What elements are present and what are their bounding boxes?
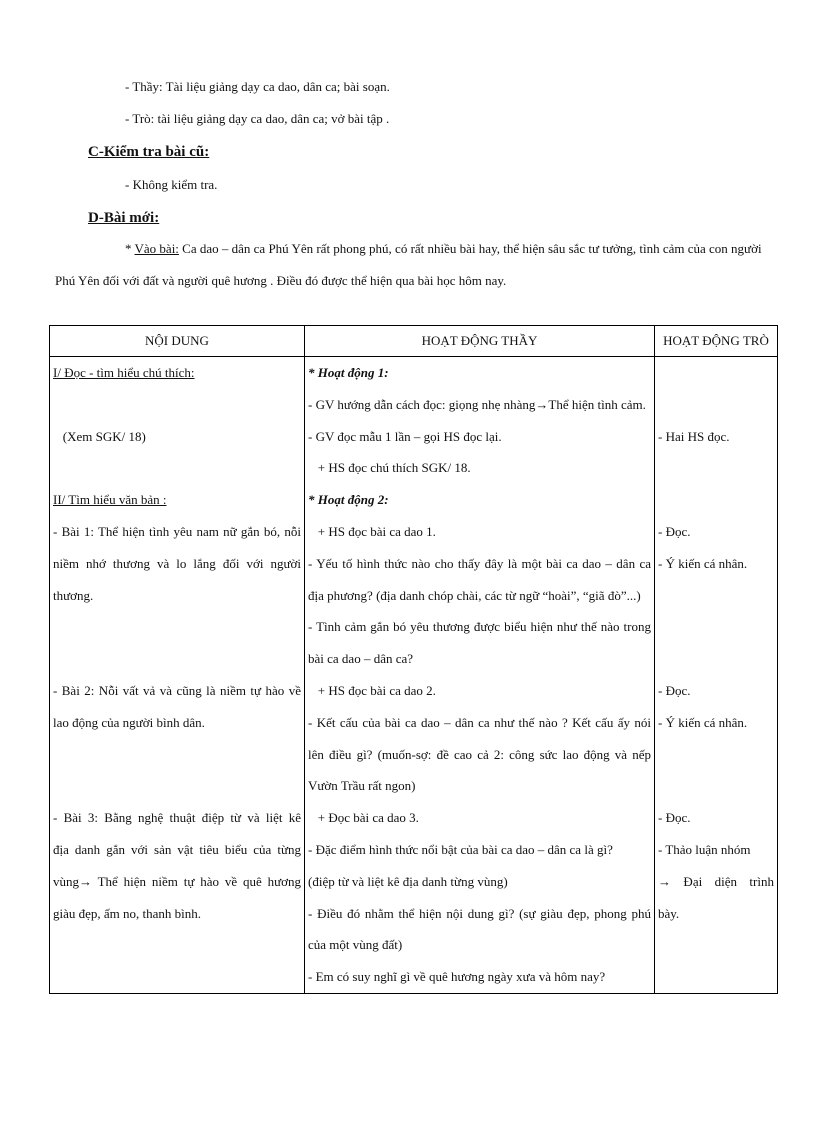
intro-star: * <box>125 241 135 256</box>
cell-hoat-dong-tro <box>655 357 778 389</box>
cell-hoat-dong-thay: + Đọc bài ca dao 3. <box>305 802 655 834</box>
table-row <box>50 357 778 389</box>
cell-hoat-dong-thay: - Kết cấu của bài ca dao – dân ca như thế nào ? Kết cấu ấy nói <box>305 707 655 739</box>
cell-hoat-dong-thay: - Tình cảm gắn bó yêu thương được biểu hiện như thế nào trong <box>305 611 655 643</box>
cell-noi-dung: lao động của người bình dân. <box>50 707 305 739</box>
cell-hoat-dong-tro <box>655 389 778 421</box>
cell-noi-dung: thương. <box>50 580 305 612</box>
cell-hoat-dong-thay: + HS đọc chú thích SGK/ 18. <box>305 452 655 484</box>
table-row <box>50 707 778 739</box>
cell-noi-dung <box>50 739 305 771</box>
cell-hoat-dong-thay: Vườn Trầu rất ngon) <box>305 770 655 802</box>
cell-hoat-dong-tro <box>655 929 778 961</box>
table-row <box>50 421 778 453</box>
table-row <box>50 866 778 898</box>
table-row <box>50 898 778 930</box>
table-row <box>50 643 778 675</box>
table-row <box>50 675 778 707</box>
cell-hoat-dong-tro: - Đọc. <box>655 516 778 548</box>
section-d-heading: D-Bài mới: <box>88 210 160 226</box>
cell-hoat-dong-tro <box>655 770 778 802</box>
cell-hoat-dong-tro: → Đại diện trình <box>655 866 778 898</box>
lesson-plan-table <box>49 325 778 994</box>
table-header-row <box>50 326 778 357</box>
table-row <box>50 961 778 993</box>
table-row <box>50 834 778 866</box>
table-row <box>50 802 778 834</box>
cell-hoat-dong-thay: lên điều gì? (muốn-sợ: đề cao cả 2: công sức lao động và nếp <box>305 739 655 771</box>
intro-paragraph-line-1 <box>125 241 762 257</box>
intro-text: Ca dao – dân ca Phú Yên rất phong phú, có rất nhiều bài hay, thể hiện sâu sắc tư tưởng, tình cảm của con người <box>178 241 762 256</box>
cell-hoat-dong-thay: - Điều đó nhằm thể hiện nội dung gì? (sự giàu đẹp, phong phú <box>305 898 655 930</box>
cell-noi-dung <box>50 452 305 484</box>
cell-hoat-dong-tro <box>655 484 778 516</box>
header-hoat-dong-thay: HOẠT ĐỘNG THẦY <box>305 326 655 357</box>
table-row <box>50 389 778 421</box>
cell-hoat-dong-thay: + HS đọc bài ca dao 1. <box>305 516 655 548</box>
table-row <box>50 739 778 771</box>
cell-noi-dung: - Bài 3: Bằng nghệ thuật điệp từ và liệt kê <box>50 802 305 834</box>
table-row <box>50 452 778 484</box>
intro-paragraph-line-2: Phú Yên đối với đất và người quê hương . Điều đó được thể hiện qua bài học hôm nay. <box>55 273 507 288</box>
header-hoat-dong-tro: HOẠT ĐỘNG TRÒ <box>655 326 778 357</box>
section-c-text: - Không kiểm tra. <box>125 177 218 192</box>
cell-hoat-dong-tro: - Hai HS đọc. <box>655 421 778 453</box>
table-row <box>50 611 778 643</box>
cell-hoat-dong-tro <box>655 452 778 484</box>
cell-hoat-dong-tro <box>655 739 778 771</box>
cell-noi-dung <box>50 929 305 961</box>
cell-hoat-dong-thay: - Em có suy nghĩ gì về quê hương ngày xưa và hôm nay? <box>305 961 655 993</box>
cell-noi-dung: niềm nhớ thương và lo lắng đối với người <box>50 548 305 580</box>
prep-student-line: - Trò: tài liệu giảng dạy ca dao, dân ca; vở bài tập . <box>125 111 390 126</box>
cell-hoat-dong-thay: - Yếu tố hình thức nào cho thấy đây là một bài ca dao – dân ca <box>305 548 655 580</box>
cell-noi-dung: - Bài 2: Nỗi vất vả và cũng là niềm tự hào về <box>50 675 305 707</box>
table-row <box>50 484 778 516</box>
cell-hoat-dong-thay: - Đặc điểm hình thức nổi bật của bài ca dao – dân ca là gì? <box>305 834 655 866</box>
cell-hoat-dong-thay: - GV hướng dẫn cách đọc: giọng nhẹ nhàng→Thể hiện tình cảm. <box>305 389 655 421</box>
cell-hoat-dong-tro <box>655 611 778 643</box>
cell-noi-dung <box>50 643 305 675</box>
cell-hoat-dong-thay: địa phương? (địa danh chóp chài, các từ ngữ “hoài”, “giã đò”...) <box>305 580 655 612</box>
table-row <box>50 580 778 612</box>
header-noi-dung: NỘI DUNG <box>50 326 305 357</box>
cell-hoat-dong-tro: bày. <box>655 898 778 930</box>
cell-hoat-dong-tro: - Ý kiến cá nhân. <box>655 548 778 580</box>
cell-hoat-dong-thay: (điệp từ và liệt kê địa danh từng vùng) <box>305 866 655 898</box>
cell-noi-dung <box>50 389 305 421</box>
cell-hoat-dong-tro: - Đọc. <box>655 802 778 834</box>
cell-hoat-dong-thay: của một vùng đất) <box>305 929 655 961</box>
cell-noi-dung: vùng→ Thể hiện niềm tự hào về quê hương <box>50 866 305 898</box>
cell-hoat-dong-tro: - Thảo luận nhóm <box>655 834 778 866</box>
cell-noi-dung <box>50 961 305 993</box>
cell-noi-dung: I/ Đọc - tìm hiểu chú thích: <box>50 357 305 389</box>
table-row <box>50 548 778 580</box>
prep-teacher-line: - Thầy: Tài liệu giảng dạy ca dao, dân ca; bài soạn. <box>125 79 390 94</box>
cell-noi-dung: II/ Tìm hiểu văn bản : <box>50 484 305 516</box>
cell-noi-dung: giàu đẹp, ấm no, thanh bình. <box>50 898 305 930</box>
cell-hoat-dong-thay: - GV đọc mẫu 1 lần – gọi HS đọc lại. <box>305 421 655 453</box>
cell-hoat-dong-tro <box>655 580 778 612</box>
cell-hoat-dong-tro <box>655 961 778 993</box>
cell-noi-dung: (Xem SGK/ 18) <box>50 421 305 453</box>
cell-hoat-dong-thay: + HS đọc bài ca dao 2. <box>305 675 655 707</box>
table-row <box>50 770 778 802</box>
cell-noi-dung <box>50 770 305 802</box>
cell-hoat-dong-tro: - Ý kiến cá nhân. <box>655 707 778 739</box>
cell-noi-dung: địa danh gắn với sản vật tiêu biểu của từng <box>50 834 305 866</box>
cell-hoat-dong-tro: - Đọc. <box>655 675 778 707</box>
cell-noi-dung: - Bài 1: Thể hiện tình yêu nam nữ gắn bó, nỗi <box>50 516 305 548</box>
intro-label: Vào bài: <box>134 241 179 256</box>
table-row <box>50 516 778 548</box>
cell-hoat-dong-thay: bài ca dao – dân ca? <box>305 643 655 675</box>
cell-hoat-dong-thay: * Hoạt động 2: <box>305 484 655 516</box>
cell-hoat-dong-thay: * Hoạt động 1: <box>305 357 655 389</box>
cell-noi-dung <box>50 611 305 643</box>
section-c-heading: C-Kiểm tra bài cũ: <box>88 144 210 160</box>
cell-hoat-dong-tro <box>655 643 778 675</box>
table-row <box>50 929 778 961</box>
